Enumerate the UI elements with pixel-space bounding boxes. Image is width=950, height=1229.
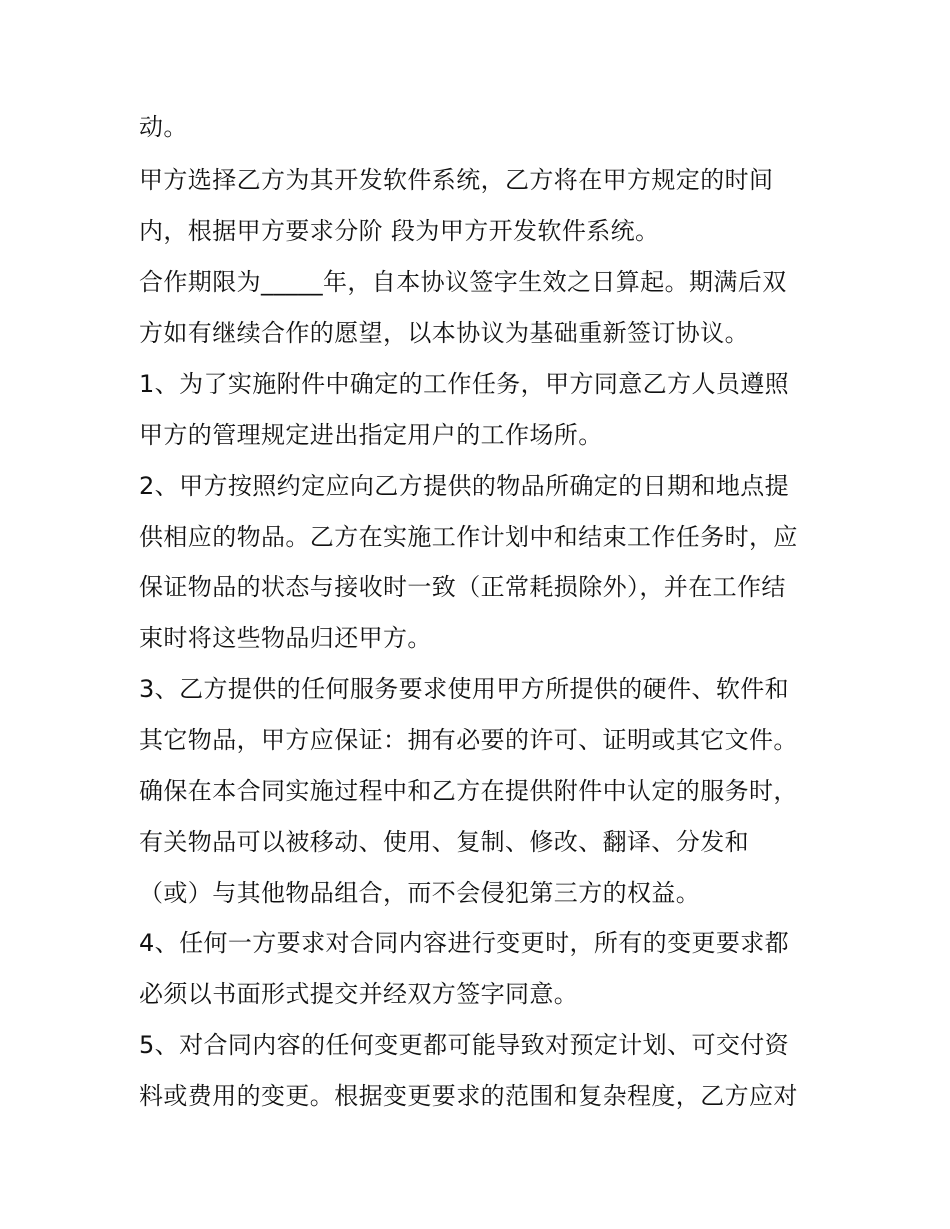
paragraph-line: 方如有继续合作的愿望，以本协议为基础重新签订协议。 <box>139 319 749 347</box>
paragraph-line: 甲方的管理规定进出指定用户的工作场所。 <box>139 421 603 449</box>
paragraph-line: 甲方选择乙方为其开发软件系统，乙方将在甲方规定的时间 <box>139 166 774 194</box>
paragraph-line: 动。 <box>139 113 188 141</box>
paragraph-line: 确保在本合同实施过程中和乙方在提供附件中认定的服务时， <box>139 777 798 805</box>
paragraph-line: 2、甲方按照约定应向乙方提供的物品所确定的日期和地点提 <box>139 472 790 500</box>
paragraph-line: 4、任何一方要求对合同内容进行变更时，所有的变更要求都 <box>139 929 790 957</box>
paragraph-line: （或）与其他物品组合，而不会侵犯第三方的权益。 <box>139 879 701 907</box>
paragraph-line: 料或费用的变更。根据变更要求的范围和复杂程度，乙方应对 <box>139 1082 798 1110</box>
paragraph-line: 束时将这些物品归还甲方。 <box>139 624 432 652</box>
paragraph-line: 有关物品可以被移动、使用、复制、修改、翻译、分发和 <box>139 828 749 856</box>
paragraph-line: 5、对合同内容的任何变更都可能导致对预定计划、可交付资 <box>139 1031 790 1059</box>
paragraph-line: 供相应的物品。乙方在实施工作计划中和结束工作任务时，应 <box>139 523 798 551</box>
paragraph-line: 1、为了实施附件中确定的工作任务，甲方同意乙方人员遵照 <box>139 370 790 398</box>
paragraph-line: 合作期限为_____年，自本协议签字生效之日算起。期满后双 <box>139 268 787 296</box>
paragraph-line: 其它物品，甲方应保证：拥有必要的许可、证明或其它文件。 <box>139 726 798 754</box>
paragraph-line: 保证物品的状态与接收时一致（正常耗损除外），并在工作结 <box>139 573 786 601</box>
paragraph-line: 必须以书面形式提交并经双方签字同意。 <box>139 980 579 1008</box>
paragraph-line: 3、乙方提供的任何服务要求使用甲方所提供的硬件、软件和 <box>139 675 790 703</box>
paragraph-line: 内，根据甲方要求分阶 段为甲方开发软件系统。 <box>139 217 660 245</box>
